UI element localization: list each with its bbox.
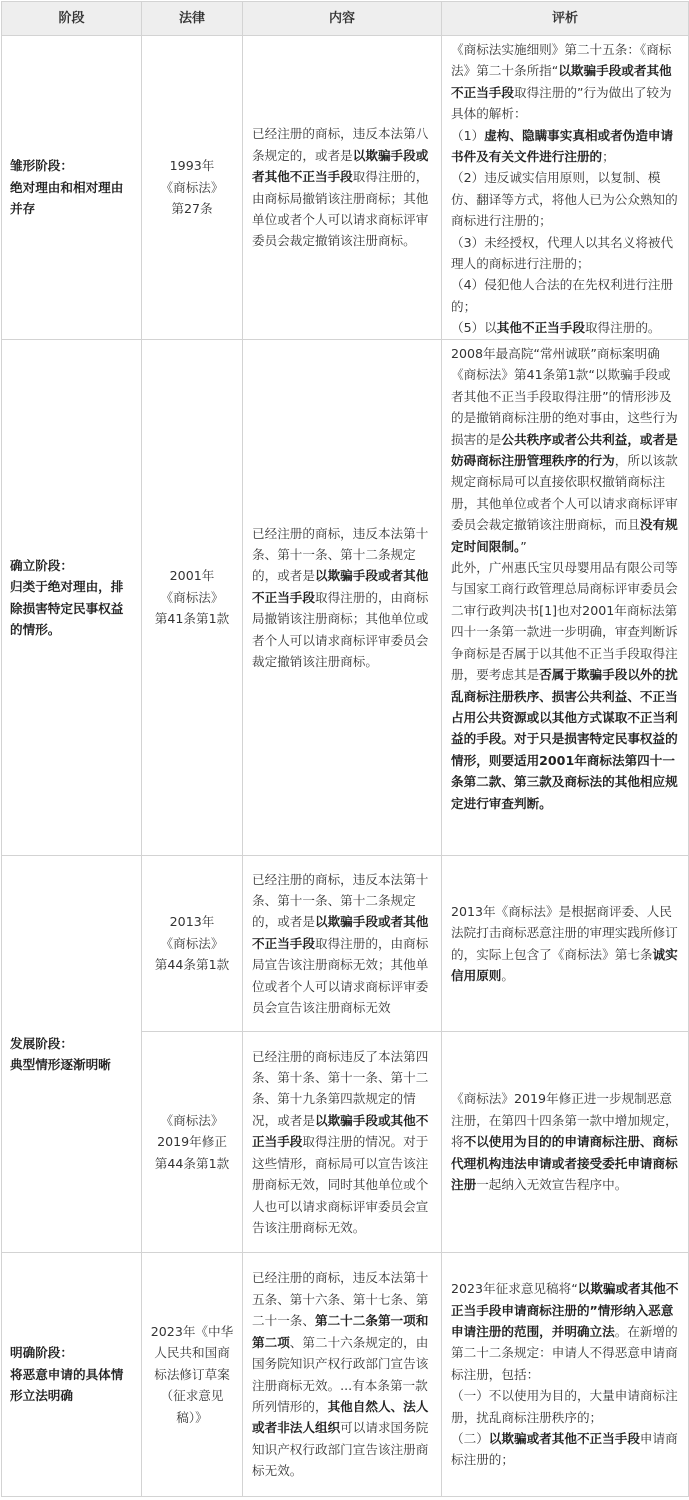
law-text-line: 2023年《中华人民共和国商标法修订草案（征求意见稿）》 [150,1323,234,1425]
emphasized-text: 将恶意申请的具体情形立法明确 [10,1366,124,1404]
emphasized-text: 诚实信用原则 [451,946,678,983]
text-segment: 已经注册的商标，违反本法第八条规定的，或者是 [252,126,429,163]
emphasized-text: 发展阶段： [10,1035,73,1051]
emphasized-text: 典型情形逐渐明晰 [10,1057,111,1072]
paragraph [451,39,682,125]
emphasized-text: 以欺骗手段或者其他不正当手段 [451,63,672,100]
emphasized-text: 没有规定时间限制。 [451,517,678,554]
content-cell [243,340,442,856]
text-segment: 申请商标注册的； [451,1431,678,1468]
text-segment: 取得注册的。 [584,320,661,336]
law-cell [142,856,243,1032]
text-segment: 2013年《商标法》是根据商评委、人民法院打击商标恶意注册的审理实践所修订的，实际上包含了《商标法》第七条 [451,903,678,962]
emphasized-text: 不以使用为目的的申请商标注册、商标代理机构违法申请或者接受委托申请商标注册 [451,1134,678,1193]
law-text-line: 2013年 [169,914,215,930]
text-segment: 取得注册的，由商标局撤销该注册商标；其他单位或者个人可以请求商标评审委员会裁定撤销该注册商标。 [252,589,429,670]
text-segment: 已经注册的商标，违反本法第十五条、第十六条、第十七条、第二十一条、 [252,1270,429,1329]
emphasized-text: 以欺骗或者其他不正当手段申请商标注册的”情形纳入恶意申请注册的范围，并明确立法 [451,1281,679,1339]
paragraph [10,155,135,176]
analysis-cell [442,340,689,856]
text-segment: 。在新增的第二十二条规定：申请人不得恶意申请商标注册，包括： [451,1323,678,1382]
paragraph [10,1054,135,1075]
table-row [2,856,689,1032]
analysis-cell [442,1032,689,1253]
text-segment: 可以请求国务院知识产权行政部门宣告该注册商标无效。 [252,1420,429,1479]
emphasized-text: 雏形阶段： [10,158,73,174]
paragraph [252,869,433,1019]
text-segment: 已经注册的商标违反了本法第四条、第十条、第十一条、第十二条、第十九条第四款规定的情况，或者是 [252,1048,429,1128]
law-text-line: 第44条第1款 [154,1155,230,1171]
law-text-line: 2019年修正 [157,1134,227,1150]
text-segment: 。 [501,967,514,983]
emphasized-text: 绝对理由和相对理由并存 [10,179,124,217]
paragraph [252,1267,433,1481]
law-text-line: 1993年 [169,158,215,174]
law-text-line: 《商标法》 [160,935,224,951]
law-cell [142,1253,243,1497]
paragraph [10,555,135,576]
paragraph [252,523,433,673]
text-segment: ，所以该款规定商标局可以直接依职权撤销商标注册，其他单位或者个人可以请求商标评审委员会裁定撤销该注册商标，而且 [451,453,678,533]
paragraph [451,1385,682,1428]
paragraph [252,1046,433,1239]
text-segment: 取得注册的，由商标局撤销该注册商标；其他单位或者个人可以请求商标评审委员会裁定撤销该注册商标。 [252,169,429,249]
analysis-cell [442,856,689,1032]
paragraph [451,232,682,275]
law-text-line: 第41条第1款 [154,611,230,627]
paragraph [451,274,682,317]
table-row [2,1253,689,1497]
law-text-line: 第27条 [171,201,213,217]
law-text-line: 2001年 [169,568,215,584]
law-comparison-table [1,1,689,1497]
text-segment: 一起纳入无效宣告程序中。 [476,1177,628,1193]
emphasized-text: 其他不正当手段 [496,320,585,336]
paragraph [10,576,135,640]
text-segment: 已经注册的商标，违反本法第十条、第十一条、第十二条规定的，或者是 [252,525,429,584]
paragraph [451,1088,682,1195]
stage-cell [2,856,142,1253]
text-segment: （一）不以使用为目的，大量申请商标注册，扰乱商标注册秩序的； [451,1388,678,1425]
law-cell [142,1032,243,1253]
stage-cell [2,1253,142,1497]
emphasized-text: 以欺骗手段或者其他不正当手段 [252,914,429,951]
paragraph [451,343,682,557]
text-segment: （二） [451,1431,489,1447]
text-segment: 已经注册的商标，违反本法第十条、第十一条、第十二条规定的，或者是 [252,871,429,930]
text-segment: 取得注册的情况。对于这些情形，商标局可以宣告该注册商标无效，同时其他单位或个人也可以请求商标评审委员会宣告该注册商标无效。 [252,1134,429,1235]
emphasized-text: 公共秩序或者公共利益，或者是妨碍商标注册管理秩序的行为 [451,431,678,469]
paragraph [451,1278,682,1385]
text-segment: ； [602,149,615,165]
content-cell [243,856,442,1032]
header-row [2,2,689,36]
paragraph [10,1033,135,1054]
stage-cell [2,340,142,856]
law-cell [142,36,243,340]
emphasized-text: 确立阶段： [10,557,73,573]
text-segment: 《商标法实施细则》第二十五条：《商标法》第二十条所指“ [451,42,672,79]
analysis-cell [442,36,689,340]
emphasized-text: 其他自然人、法人或者非法人组织 [252,1398,429,1436]
header-law: 法律 [142,2,243,36]
text-segment: ” [520,538,527,554]
paragraph [10,1364,135,1407]
header-stage: 阶段 [2,2,142,36]
paragraph [451,557,682,814]
law-text-line: 《商标法》 [160,1112,224,1128]
analysis-cell [442,1253,689,1497]
content-cell [243,36,442,340]
text-segment: 2008年最高院“常州诚联”商标案明确《商标法》第41条第1款“以欺骗手段或者其他不正当手段取得注册”的情形涉及的是撤销商标注册的绝对事由，这些行为损害的是 [451,346,678,447]
text-segment: （1） [451,127,485,143]
text-segment: 取得注册的”行为做出了较为具体的解析： [451,84,672,122]
text-segment: 2023年征求意见稿将“ [451,1281,578,1297]
law-cell [142,340,243,856]
header-analysis: 评析 [442,2,689,36]
content-cell [243,1253,442,1497]
paragraph [10,1342,135,1363]
stage-cell [2,36,142,340]
emphasized-text: 明确阶段： [10,1345,73,1361]
text-segment: 此外，广州惠氏宝贝母婴用品有限公司等与国家工商行政管理总局商标评审委员会二审行政判决书[1]也对2001年商标法第四十一条第一款进一步明确，审查判断诉争商标是否属于以其他不正当手段取得注册，要考虑其是 [451,560,678,683]
paragraph [451,125,682,168]
law-text-line: 《商标法》 [160,179,224,195]
text-segment: 取得注册的，由商标局宣告该注册商标无效；其他单位或者个人可以请求商标评审委员会宣告该注册商标无效 [252,935,429,1016]
paragraph [451,167,682,231]
emphasized-text: 以欺骗手段或者其他不正当手段 [252,568,429,605]
text-segment: 、第二十六条规定的，由国务院知识产权行政部门宣告该注册商标无效。...有本条第一款所列情形的， [252,1334,429,1414]
law-text-line: 《商标法》 [160,589,224,605]
emphasized-text: 归类于绝对理由，排除损害特定民事权益的情形。 [10,579,124,637]
emphasized-text: 以欺骗手段或其他不正当手段 [252,1112,429,1150]
emphasized-text: 虚构、隐瞒事实真相或者伪造申请书件及有关文件进行注册的 [451,127,674,165]
emphasized-text: 以欺骗手段或者其他不正当手段 [252,147,429,185]
paragraph [10,177,135,220]
paragraph [252,123,433,251]
paragraph [451,1428,682,1471]
text-segment: （4）侵犯他人合法的在先权利进行注册的； [451,277,674,314]
law-text-line: 第44条第1款 [154,957,230,973]
table-row [2,36,689,340]
text-segment: （3）未经授权，代理人以其名义将被代理人的商标进行注册的； [451,234,674,272]
content-cell [243,1032,442,1253]
text-segment: （5）以 [451,320,497,336]
emphasized-text: 第二十二条第一项和第二项 [252,1313,429,1350]
table-row [2,340,689,856]
emphasized-text: 以欺骗或者其他不正当手段 [488,1431,640,1447]
text-segment: 《商标法》2019年修正进一步规制恶意注册，在第四十四条第一款中增加规定，将 [451,1091,678,1150]
paragraph [451,317,682,338]
paragraph [451,901,682,987]
header-content: 内容 [243,2,442,36]
text-segment: （2）违反诚实信用原则，以复制、模仿、翻译等方式，将他人已为公众熟知的商标进行注册的； [451,170,678,229]
emphasized-text: 否属于欺骗手段以外的扰乱商标注册秩序、损害公共利益、不正当占用公共资源或以其他方式谋取不正当利益的手段。对于只是损害特定民事权益的情形，则要适用2001年商标法第四十一条第二款、第三款及商标法的其他相应规定进行审查判断。 [451,667,678,811]
